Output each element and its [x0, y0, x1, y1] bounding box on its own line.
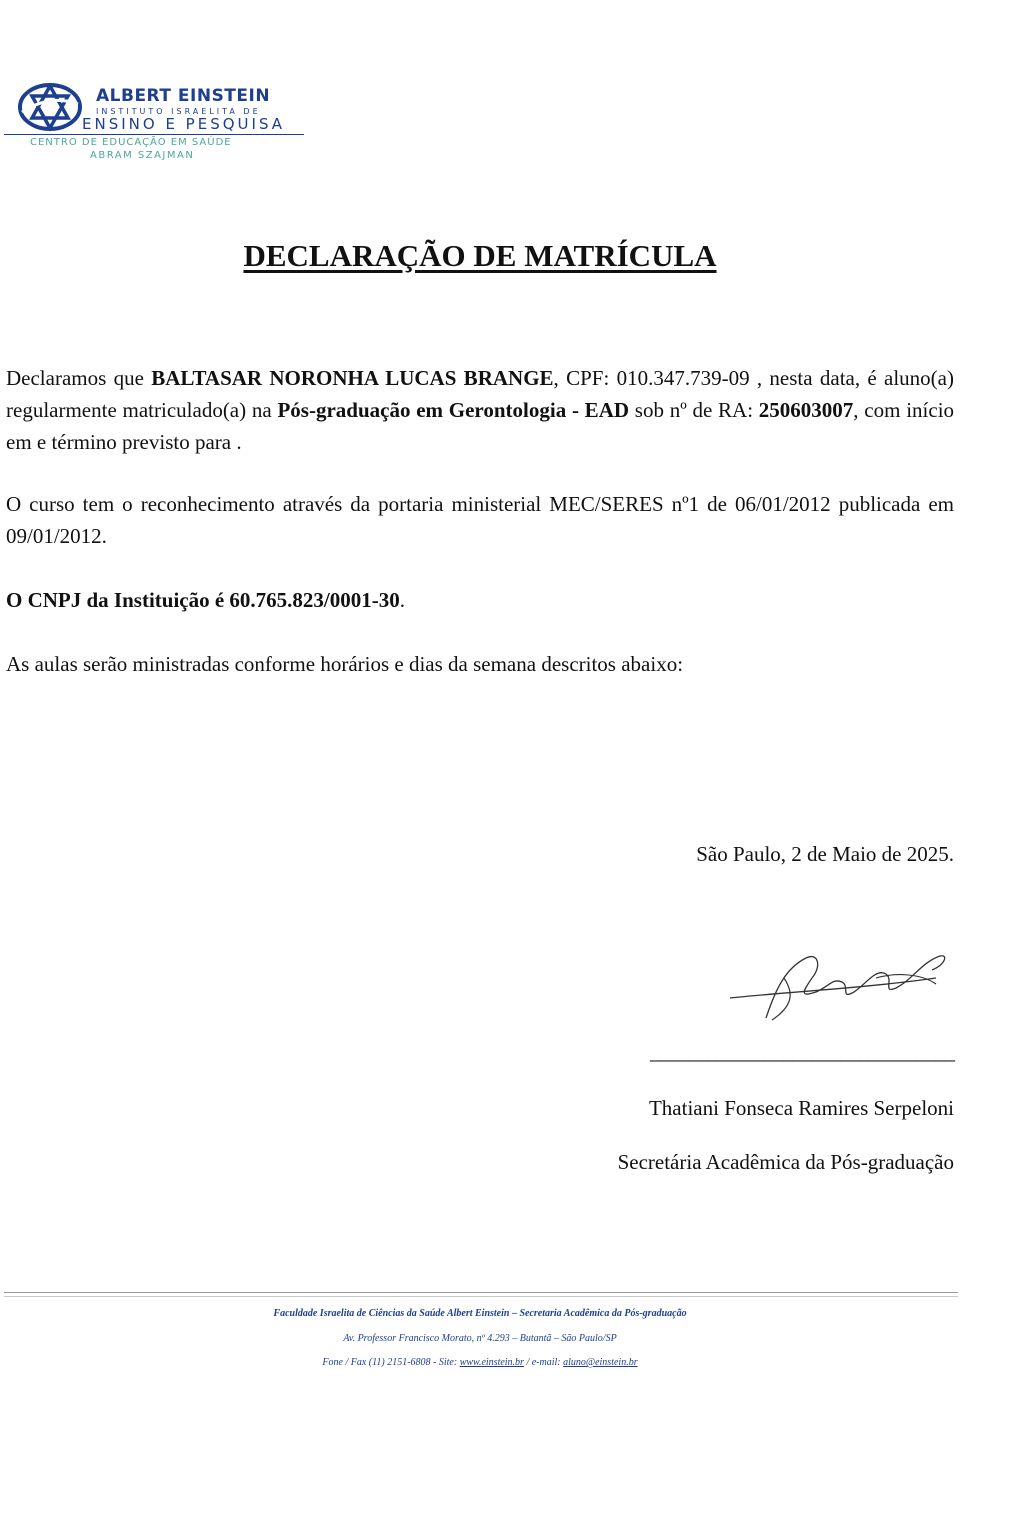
cnpj-period: .	[399, 588, 405, 612]
schedule-paragraph: As aulas serão ministradas conforme horários e dias da semana descritos abaixo:	[6, 652, 684, 676]
ra-number: 250603007	[758, 398, 854, 422]
signer-name: Thatiani Fonseca Ramires Serpeloni	[648, 1096, 954, 1120]
student-name: BALTASAR NORONHA LUCAS BRANGE	[151, 366, 554, 390]
enrollment-text-2: , CPF: 010.347.739-09 , nesta data, é aluno(a) regularmente matriculado(a) na	[6, 366, 954, 422]
enrollment-text-4: , com início em e término previsto para .	[6, 398, 955, 454]
footer-site-link[interactable]: www.einstein.br	[459, 1357, 524, 1368]
logo-abram-szajman: ABRAM SZAJMAN	[90, 150, 195, 161]
footer-phone: Fone / Fax (11) 2151-6808 - Site:	[322, 1357, 460, 1368]
course-name: Pós-graduação em Gerontologia - EAD	[277, 398, 630, 422]
logo-ensino-pesquisa: ENSINO E PESQUISA	[82, 115, 285, 133]
footer-contact	[0, 1357, 960, 1368]
footer-divider	[4, 1292, 958, 1297]
footer-email-link[interactable]: aluno@einstein.br	[563, 1357, 638, 1368]
logo-divider	[4, 134, 304, 135]
enrollment-text-1: Declaramos que	[6, 366, 152, 390]
logo-albert-einstein: ALBERT EINSTEIN	[96, 86, 271, 106]
logo-instituto: INSTITUTO ISRAELITA DE	[96, 107, 261, 116]
recognition-paragraph: O curso tem o reconhecimento através da portaria ministerial MEC/SERES nº1 de 06/01/2012 publicada em 09/01/2012.	[6, 492, 954, 548]
document-title: DECLARAÇÃO DE MATRÍCULA	[243, 238, 717, 273]
date-line: São Paulo, 2 de Maio de 2025.	[696, 842, 954, 866]
handwritten-signature	[726, 948, 952, 1026]
enrollment-paragraph	[6, 362, 954, 458]
footer-email-label: / e-mail:	[523, 1357, 564, 1368]
enrollment-text-3: sob nº de RA:	[629, 398, 759, 422]
signature-line: ________________________________	[650, 1040, 954, 1064]
footer-institution: Faculdade Israelita de Ciências da Saúde Albert Einstein – Secretaria Acadêmica da Pós-graduação	[273, 1308, 687, 1319]
cnpj-text: O CNPJ da Instituição é 60.765.823/0001-30	[6, 588, 400, 612]
star-of-david-emblem-icon	[18, 82, 82, 132]
institution-logo	[4, 80, 314, 170]
logo-centro-educacao: CENTRO DE EDUCAÇÃO EM SAÚDE	[30, 137, 232, 148]
cnpj-paragraph	[6, 584, 954, 616]
footer-address: Av. Professor Francisco Morato, nº 4.293 – Butantã – São Paulo/SP	[343, 1333, 617, 1344]
signer-role: Secretária Acadêmica da Pós-graduação	[617, 1150, 954, 1174]
